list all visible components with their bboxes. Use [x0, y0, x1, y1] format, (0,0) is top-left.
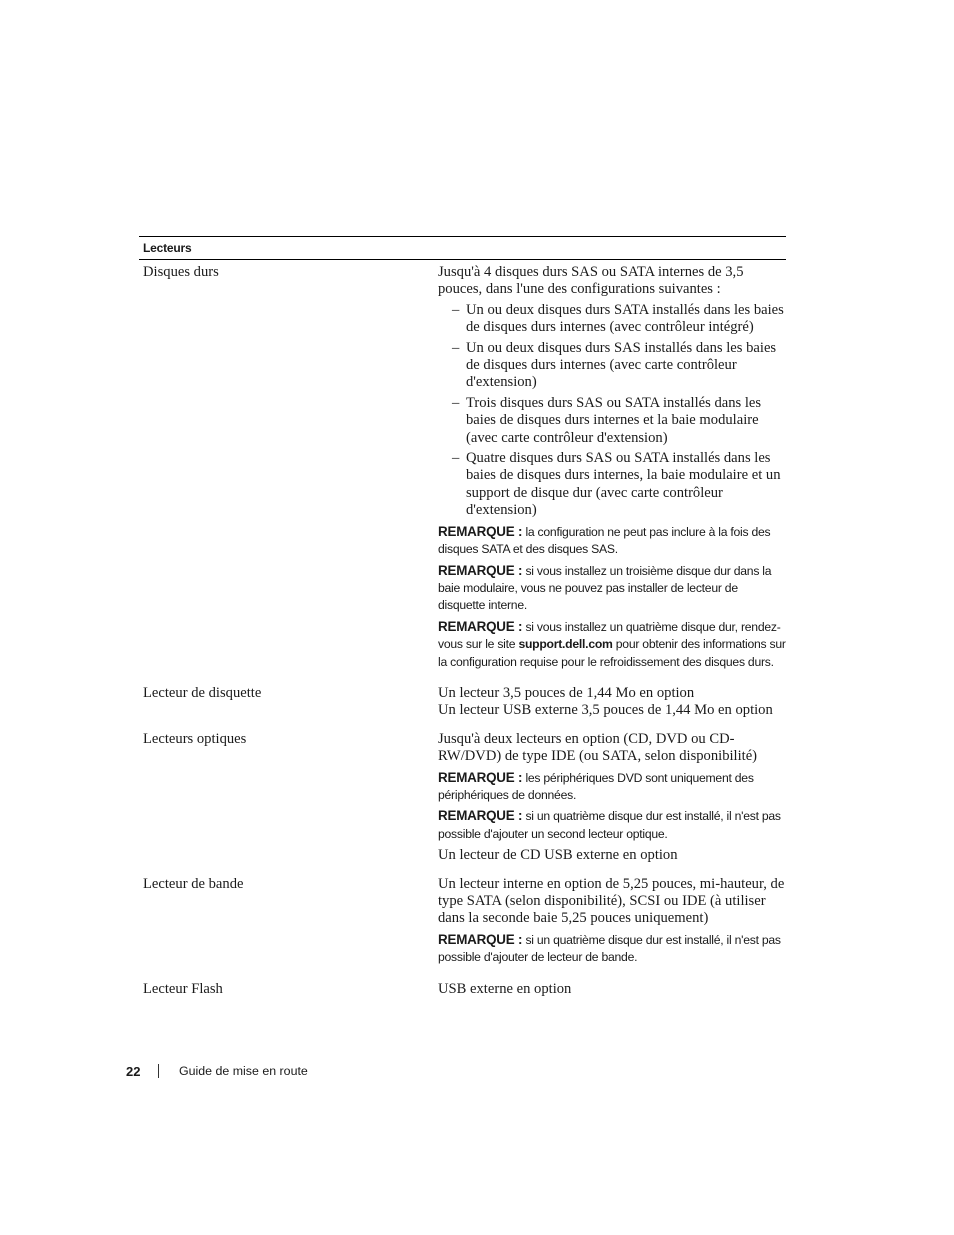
note-label: REMARQUE : — [438, 523, 523, 539]
table-row-optical-drives — [139, 727, 786, 872]
note-text: pour obtenir des informations sur la configuration requise pour le refroidissement des disques durs. — [438, 637, 786, 669]
table-row-flash-drive — [139, 977, 786, 1005]
document-title: Guide de mise en route — [179, 1064, 308, 1078]
list-item: – Trois disques durs SAS ou SATA installés dans les baies de disques durs internes et la baie modulaire (avec carte contrôleur d'extension) — [452, 394, 762, 446]
note-label: REMARQUE : — [438, 618, 523, 634]
note — [438, 523, 786, 559]
row-description — [434, 685, 786, 720]
row-description — [434, 731, 786, 865]
table-row-hard-drives — [139, 260, 786, 681]
note-text: si vous installez un troisième disque dur dans la baie modulaire, vous ne pouvez pas installer de lecteur de disquette interne. — [438, 563, 772, 613]
description-intro: USB externe en option — [438, 980, 572, 997]
table-row-floppy-drive — [139, 681, 786, 727]
note-text: si un quatrième disque dur est installé, il n'est pas possible d'ajouter de lecteur de bande. — [438, 932, 781, 965]
row-description — [434, 876, 786, 970]
list-item: – Un ou deux disques durs SATA installés dans les baies de disques durs internes (avec contrôleur intégré) — [452, 301, 784, 336]
note — [438, 618, 786, 671]
row-label: Lecteurs optiques — [143, 730, 247, 747]
note-text: les périphériques DVD sont uniquement des périphériques de données. — [438, 770, 754, 802]
row-label: Lecteur Flash — [143, 980, 223, 997]
page-number: 22 — [126, 1063, 141, 1079]
note — [438, 807, 786, 843]
description-line: Un lecteur 3,5 pouces de 1,44 Mo en option — [438, 684, 695, 701]
description-intro: Jusqu'à 4 disques durs SAS ou SATA internes de 3,5 pouces, dans l'une des configurations suivantes : — [438, 264, 744, 298]
list-item: – Un ou deux disques durs SAS installés dans les baies de disques durs internes (avec carte contrôleur d'extension) — [452, 339, 777, 391]
table-header: Lecteurs — [139, 236, 786, 260]
list-item: – Quatre disques durs SAS ou SATA installés dans les baies de disques durs internes, la baie modulaire et un support de disque dur (avec carte contrôleur d'extension) — [452, 450, 781, 519]
configuration-list — [438, 302, 786, 520]
specifications-table — [139, 236, 786, 1005]
row-label: Lecteur de bande — [143, 875, 244, 892]
row-description — [434, 981, 786, 998]
note — [438, 562, 786, 615]
description-line: Un lecteur USB externe 3,5 pouces de 1,44 Mo en option — [438, 702, 773, 719]
row-label: Disques durs — [143, 264, 219, 280]
note-text: si un quatrième disque dur est installé, il n'est pas possible d'ajouter un second lecteur optique. — [438, 809, 781, 841]
note-label: REMARQUE : — [438, 769, 523, 785]
description-intro: Jusqu'à deux lecteurs en option (CD, DVD ou CD-RW/DVD) de type IDE (ou SATA, selon disponibilité) — [438, 730, 758, 765]
note-label: REMARQUE : — [438, 931, 523, 947]
page-footer — [126, 1061, 308, 1081]
description-intro: Un lecteur interne en option de 5,25 pouces, mi-hauteur, de type SATA (selon disponibilité), SCSI ou IDE (à utiliser dans la seconde baie 5,25 pouces uniquement) — [438, 875, 785, 927]
support-link[interactable]: support.dell.com — [518, 637, 613, 652]
table-row-tape-drive — [139, 872, 786, 977]
description-line: Un lecteur de CD USB externe en option — [438, 847, 678, 864]
note — [438, 931, 786, 967]
note — [438, 769, 786, 805]
row-description — [434, 264, 786, 674]
note-text: la configuration ne peut pas inclure à la fois des disques SATA et des disques SAS. — [438, 524, 771, 557]
footer-divider — [158, 1064, 159, 1078]
note-text: si vous installez un quatrième disque dur, rendez-vous sur le site — [438, 619, 781, 652]
note-label: REMARQUE : — [438, 562, 523, 578]
row-label: Lecteur de disquette — [143, 684, 262, 701]
note-label: REMARQUE : — [438, 808, 523, 824]
